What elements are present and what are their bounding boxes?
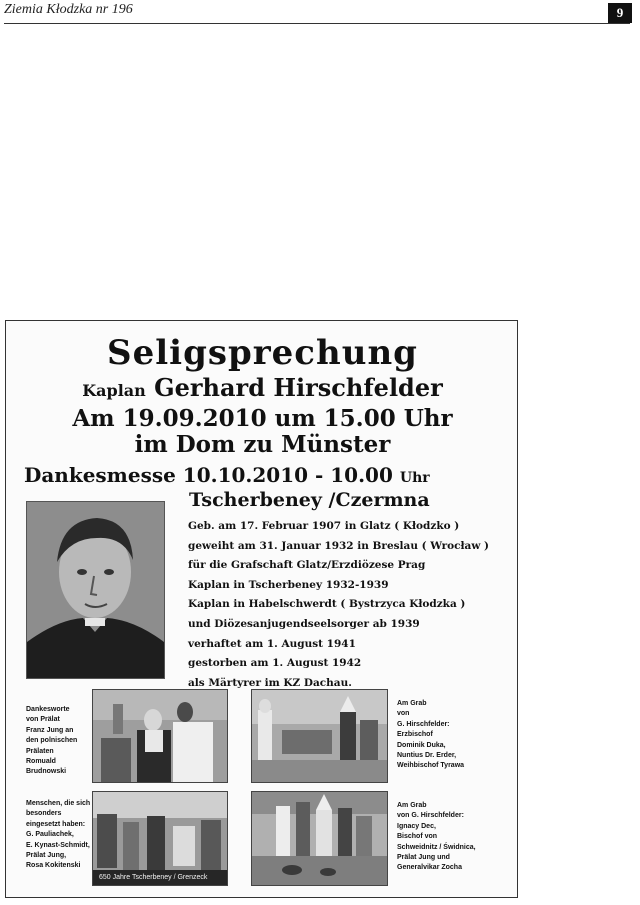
photo-label: 650 Jahre Tscherbeney / Grenzeck bbox=[99, 874, 208, 881]
caption-line: Am Grab bbox=[397, 802, 427, 809]
bio-line: und Diözesanjugendseelsorger ab 1939 bbox=[188, 617, 420, 630]
bio-line: Geb. am 17. Februar 1907 in Glatz ( Kłodzko ) bbox=[188, 520, 460, 532]
caption-line: Nuntius Dr. Erder, bbox=[397, 752, 457, 760]
poster bbox=[5, 320, 518, 898]
page-header-title: Ziemia Kłodzka nr 196 bbox=[4, 2, 133, 17]
caption-top-left bbox=[26, 705, 77, 778]
caption-line: Franz Jung an bbox=[26, 726, 74, 734]
bio-line: Kaplan in Tscherbeney 1932-1939 bbox=[188, 578, 389, 591]
caption-line: Ignacy Dec, bbox=[397, 822, 436, 830]
page-number: 9 bbox=[608, 3, 632, 23]
caption-line: den polnischen bbox=[26, 737, 78, 745]
caption-line: Dankesworte bbox=[26, 706, 70, 713]
kaplan-label: Kaplan bbox=[82, 381, 146, 400]
caption-line: Dominik Duka, bbox=[397, 741, 446, 749]
caption-line: von Prälat bbox=[26, 716, 60, 724]
portrait-photo bbox=[26, 501, 165, 679]
priest-name: Gerhard Hirschfelder bbox=[154, 373, 443, 402]
bio-line: für die Grafschaft Glatz/Erzdiözese Prag bbox=[188, 559, 426, 572]
caption-line: von bbox=[397, 710, 410, 718]
mass-unit: Uhr bbox=[399, 470, 430, 486]
caption-line: Am Grab bbox=[397, 700, 427, 707]
bio-line: als Märtyrer im KZ Dachau. bbox=[188, 676, 352, 689]
caption-line: Prälat Jung, bbox=[26, 852, 67, 860]
caption-line: Brudnowski bbox=[26, 768, 67, 776]
caption-line: von G. Hirschfelder: bbox=[397, 812, 464, 820]
bio-line: verhaftet am 1. August 1941 bbox=[188, 637, 356, 650]
mass-place: Tscherbeney /Czermna bbox=[189, 489, 430, 511]
caption-line: besonders bbox=[26, 810, 62, 818]
bio-line: geweiht am 31. Januar 1932 in Breslau ( Wrocław ) bbox=[188, 539, 490, 552]
poster-name-line bbox=[6, 373, 519, 402]
caption-line: Rosa Kokitenski bbox=[26, 862, 81, 870]
bio-line: gestorben am 1. August 1942 bbox=[188, 657, 362, 670]
beatification-place: im Dom zu Münster bbox=[134, 431, 391, 458]
caption-line: Romuald bbox=[26, 758, 56, 766]
beatification-date: Am 19.09.2010 um 15.00 Uhr bbox=[72, 405, 453, 432]
caption-bottom-left bbox=[26, 799, 90, 872]
photo-grave-ceremony bbox=[251, 689, 388, 783]
biography bbox=[188, 517, 489, 693]
bio-line: Kaplan in Habelschwerdt ( Bystrzyca Kłodzka ) bbox=[188, 598, 466, 611]
caption-line: Prälat Jung und bbox=[397, 854, 450, 862]
photo-thanks-speech bbox=[92, 689, 228, 783]
photo-clergy-at-grave bbox=[251, 791, 388, 886]
caption-top-right bbox=[397, 699, 464, 772]
caption-line: E. Kynast-Schmidt, bbox=[26, 841, 90, 849]
caption-line: G. Pauliachek, bbox=[26, 831, 74, 839]
caption-line: Bischof von bbox=[397, 833, 438, 841]
caption-bottom-right bbox=[397, 801, 476, 874]
poster-headline: Seligsprechung bbox=[107, 333, 418, 373]
header-divider bbox=[4, 23, 630, 24]
caption-line: eingesetzt haben: bbox=[26, 820, 86, 828]
caption-line: Schweidnitz / Świdnica, bbox=[397, 843, 476, 851]
caption-line: Erzbischof bbox=[397, 731, 433, 739]
caption-line: Generalvikar Zocha bbox=[397, 864, 462, 872]
mass-date: Dankesmesse 10.10.2010 - 10.00 bbox=[24, 463, 393, 487]
photo-group bbox=[92, 791, 228, 886]
caption-line: Prälaten bbox=[26, 747, 54, 755]
caption-line: Weihbischof Tyrawa bbox=[397, 762, 465, 770]
thanksgiving-mass-line bbox=[24, 463, 430, 487]
caption-line: Menschen, die sich bbox=[26, 800, 91, 807]
caption-line: G. Hirschfelder: bbox=[397, 720, 450, 728]
